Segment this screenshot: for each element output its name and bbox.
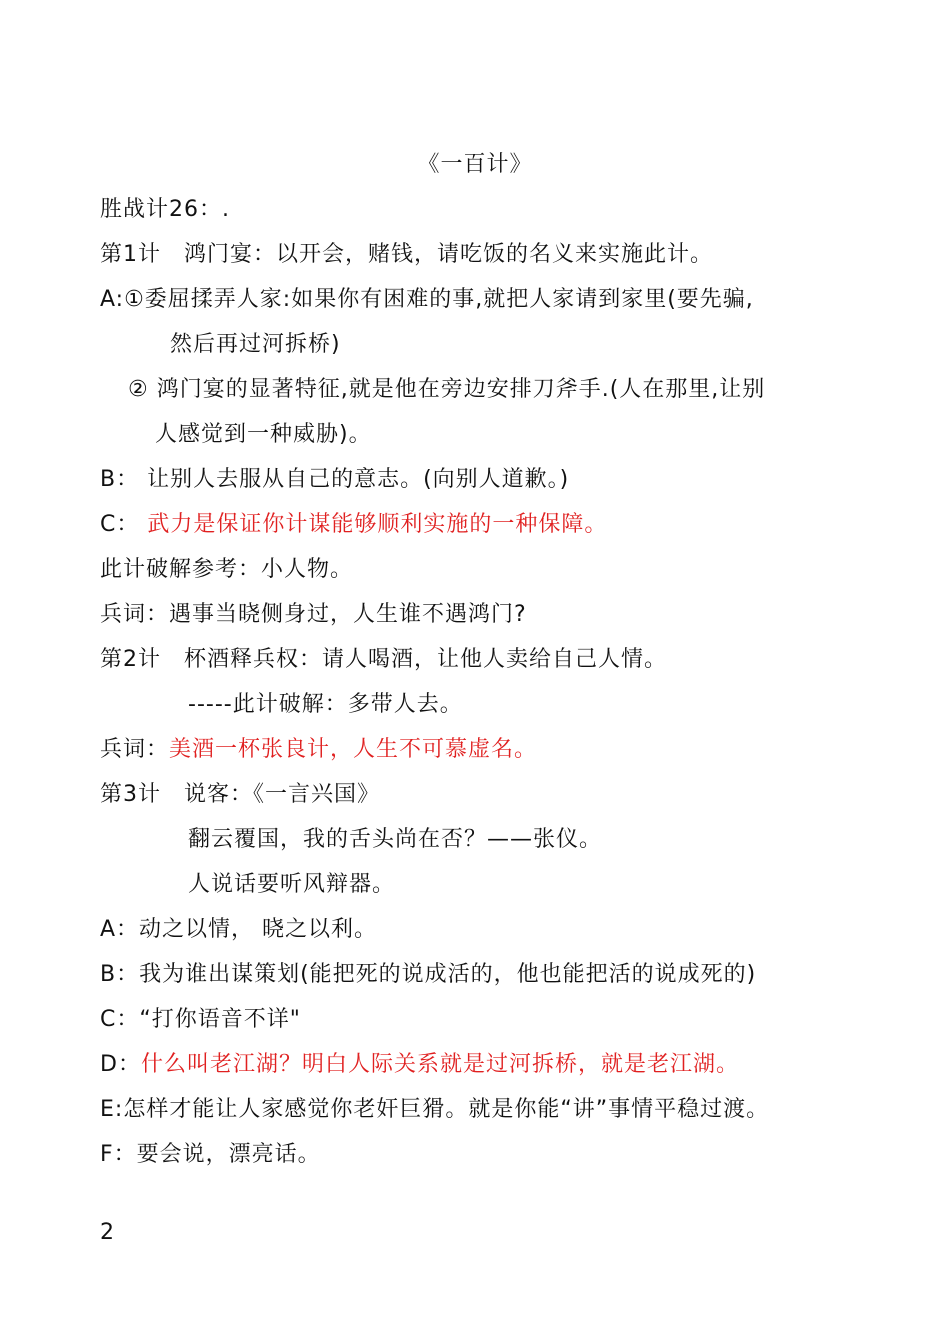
text-line: F：要会说，漂亮话。: [100, 1142, 321, 1167]
text-line: C：“打你语音不详": [100, 1007, 301, 1032]
text-line: -----此计破解：多带人去。: [188, 692, 463, 717]
text-line: 然后再过河拆桥): [170, 332, 341, 357]
text-line: 翻云覆国，我的舌头尚在否？——张仪。: [188, 827, 603, 852]
text-line: 第3计 说客：《一言兴国》: [100, 782, 380, 807]
text-line: 第1计 鸿门宴：以开会，赌钱，请吃饭的名义来实施此计。: [100, 242, 713, 267]
text-line: D：什么叫老江湖？明白人际关系就是过河拆桥，就是老江湖。: [100, 1052, 739, 1077]
document-title: 《一百计》: [417, 152, 533, 177]
text-line: 人说话要听风辩器。: [188, 872, 396, 897]
text-line: 兵词：遇事当晓侧身过，人生谁不遇鸿门?: [100, 602, 527, 627]
page-number: 2: [100, 1220, 115, 1245]
text-line: 人感觉到一种威胁)。: [155, 422, 372, 447]
text-line: A：动之以情， 晓之以利。: [100, 917, 378, 942]
text-line: 此计破解参考：小人物。: [100, 557, 354, 582]
highlighted-text: 美酒一杯张良计，人生不可慕虚名。: [169, 737, 538, 762]
text-line: C： 武力是保证你计谋能够顺利实施的一种保障。: [100, 512, 608, 537]
text-line: B： 让别人去服从自己的意志。(向别人道歉。): [100, 467, 570, 492]
text-line: A:①委屈揉弄人家:如果你有困难的事,就把人家请到家里(要先骗,: [100, 287, 754, 312]
text-line: 兵词：美酒一杯张良计，人生不可慕虚名。: [100, 737, 538, 762]
text-line: 胜战计26：.: [100, 197, 230, 222]
text-line: ② 鸿门宴的显著特征,就是他在旁边安排刀斧手.(人在那里,让别: [128, 377, 766, 402]
highlighted-text: 什么叫老江湖？明白人际关系就是过河拆桥，就是老江湖。: [140, 1052, 739, 1077]
text-line: 第2计 杯酒释兵权：请人喝酒，让他人卖给自己人情。: [100, 647, 667, 672]
highlighted-text: 武力是保证你计谋能够顺利实施的一种保障。: [147, 512, 608, 537]
text-line: B：我为谁出谋策划(能把死的说成活的，他也能把活的说成死的): [100, 962, 757, 987]
text-line: E:怎样才能让人家感觉你老奸巨猾。就是你能“讲”事情平稳过渡。: [100, 1097, 770, 1122]
